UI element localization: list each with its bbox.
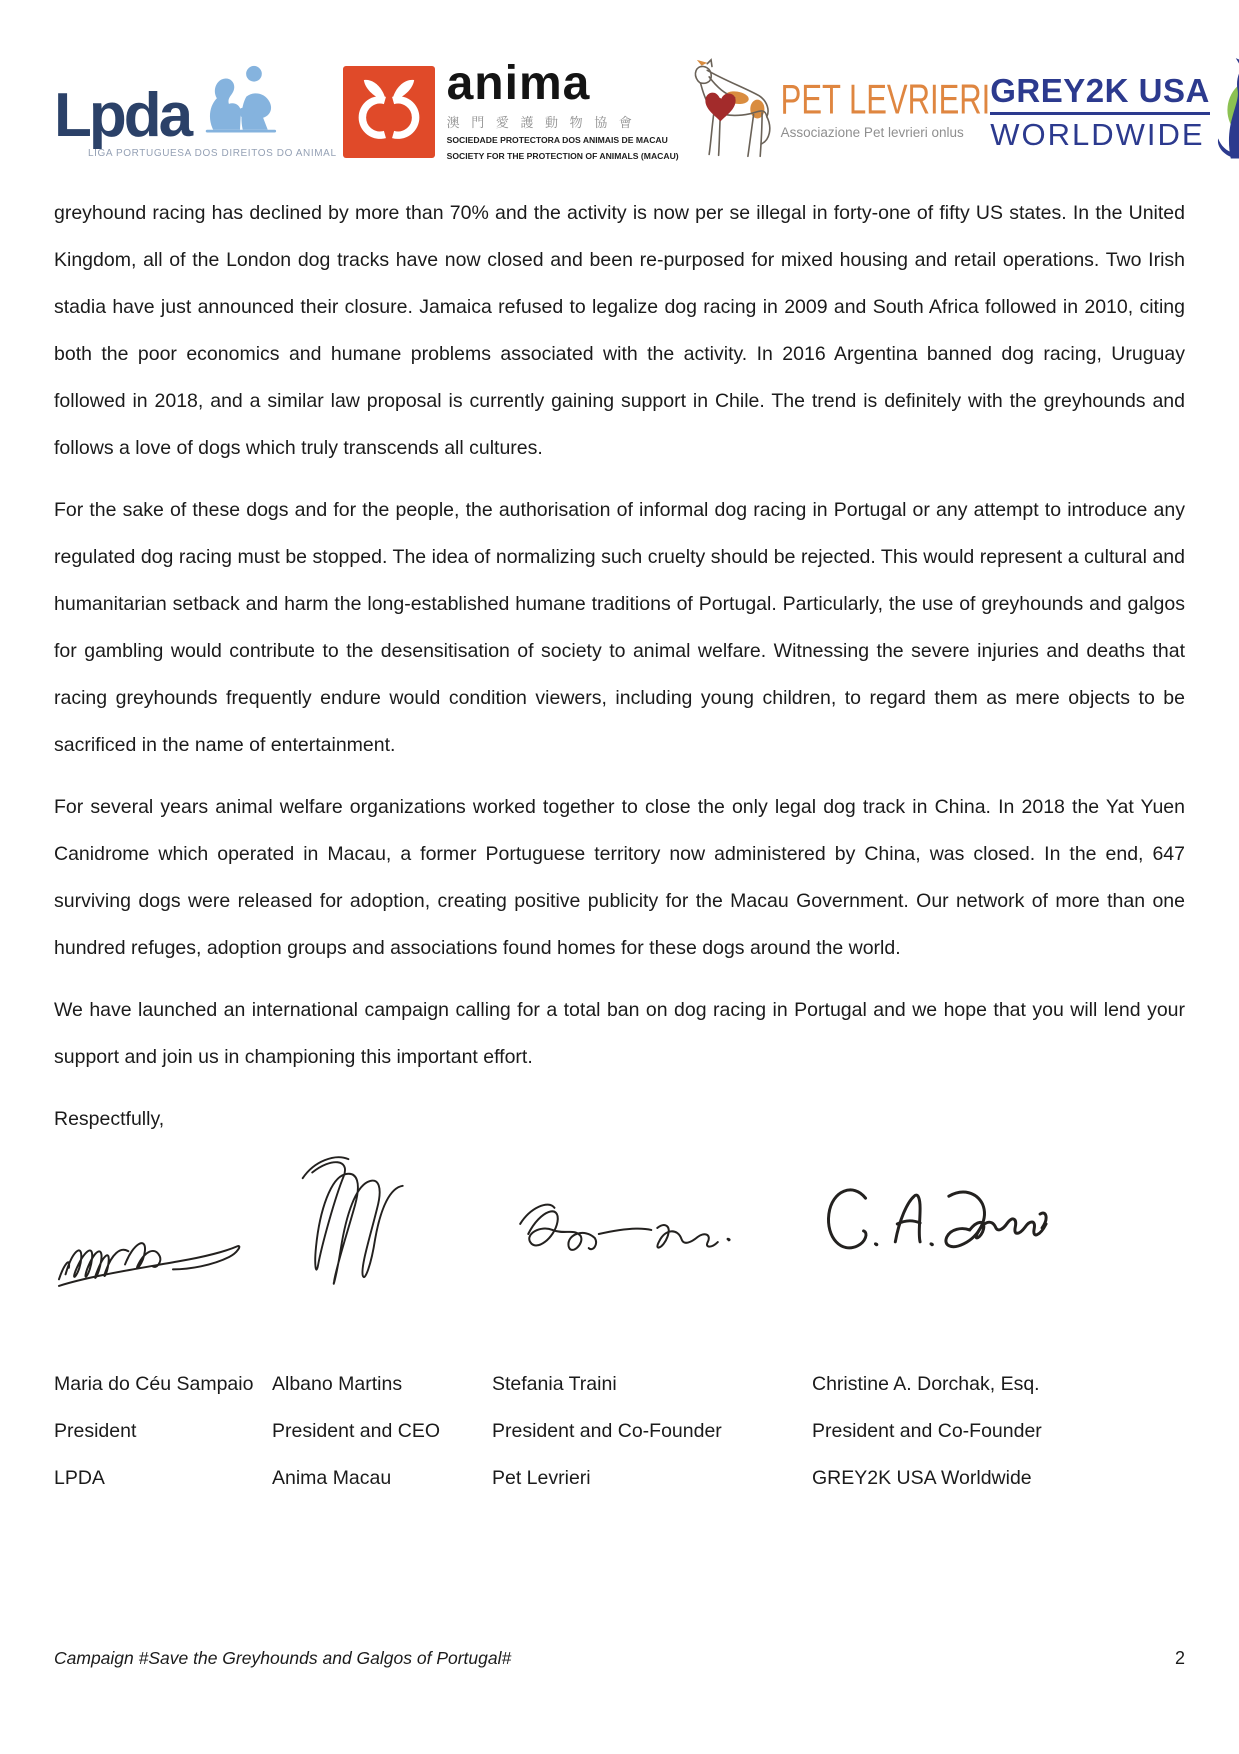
signatures-row (0, 1143, 1239, 1355)
signatory-title: President (54, 1420, 137, 1442)
signature-albano-martins (276, 1147, 438, 1304)
grey2k-dog-globe-icon (1210, 58, 1239, 167)
signatory-pet-levrieri (492, 1361, 812, 1502)
anima-subtitle-pt: SOCIEDADE PROTECTORA DOS ANIMAIS DE MACAU (446, 134, 668, 145)
signatory-title: President and CEO (272, 1420, 441, 1442)
closing-salutation: Respectfully, (54, 1108, 165, 1130)
signatory-org: Pet Levrieri (492, 1467, 591, 1489)
anima-wordmark: anima (446, 57, 591, 111)
signatory-title: President and Co-Founder (812, 1420, 1042, 1442)
anima-emblem (343, 66, 435, 158)
signatory-org: GREY2K USA Worldwide (812, 1467, 1032, 1489)
page-footer (54, 1648, 1185, 1669)
lpda-tagline: LIGA PORTUGUESA DOS DIREITOS DO ANIMAL (88, 148, 337, 159)
lpda-dog-child-icon (198, 65, 282, 144)
signatory-grey2k (812, 1361, 1185, 1502)
logo-header (0, 0, 1239, 168)
lpda-wordmark: Lpda (54, 81, 191, 151)
signature-christine-dorchak (812, 1171, 1050, 1278)
pet-levrieri-wordmark: PET LEVRIERI (780, 75, 991, 124)
footer-campaign-text: Campaign #Save the Greyhounds and Galgos of Portugal# (54, 1648, 512, 1668)
signatory-anima (272, 1361, 492, 1502)
anima-dog-icon (355, 76, 423, 149)
paragraph-2: For the sake of these dogs and for the people, the authorisation of informal dog racing in Portugal or any attempt to introduce any regulated dog racing must be stopped. The idea of normalizing such cruelty should be rejected. This would represent a cultural and humanitarian setback and harm the long-established humane traditions of Portugal. Particularly, the use of greyhounds and galgos for gambling would contribute to the desensitisation of society to animal welfare. Witnessing the severe injuries and deaths that racing greyhounds frequently endure would condition viewers, including young children, to regard them as mere objects to be sacrificed in the name of entertainment. (54, 499, 1185, 756)
lpda-logo (54, 65, 337, 159)
signatory-table (0, 1361, 1239, 1502)
signatory-org: Anima Macau (272, 1467, 392, 1489)
grey2k-wordmark: GREY2K USA (990, 72, 1210, 115)
signatory-name: Albano Martins (272, 1373, 403, 1395)
signatory-name: Christine A. Dorchak, Esq. (812, 1373, 1040, 1395)
anima-chinese-name: 澳 門 愛 護 動 物 協 會 (446, 114, 636, 130)
anima-subtitle-en: SOCIETY FOR THE PROTECTION OF ANIMALS (MACAU) (446, 150, 679, 161)
paragraph-3: For several years animal welfare organizations worked together to close the only legal dog track in China. In 2018 the Yat Yuen Canidrome which operated in Macau, a former Portuguese territory now administered by China, was closed. In the end, 647 surviving dogs were released for adoption, creating positive publicity for the Macau Government. Our network of more than one hundred refuges, adoption groups and associations found homes for these dogs around the world. (54, 796, 1185, 959)
paragraph-1: greyhound racing has declined by more than 70% and the activity is now per se illegal in forty-one of fifty US states. In the United Kingdom, all of the London dog tracks have now closed and been re-purposed for mixed housing and retail operations. Two Irish stadia have just announced their closure. Jamaica refused to legalize dog racing in 2009 and South Africa followed in 2010, citing both the poor economics and humane problems associated with the activity. In 2016 Argentina banned dog racing, Uruguay followed in 2018, and a similar law proposal is currently gaining support in Chile. The trend is definitely with the greyhounds and follows a love of dogs which truly transcends all cultures. (54, 202, 1185, 459)
pet-levrieri-greyhound-icon (679, 58, 779, 167)
letter-body (0, 190, 1239, 1143)
grey2k-worldwide: WORLDWIDE (990, 116, 1205, 152)
grey2k-logo (990, 58, 1239, 167)
signature-maria-sampaio (54, 1201, 244, 1318)
anima-logo (446, 57, 679, 162)
signatory-org: LPDA (54, 1467, 105, 1489)
footer-page-number: 2 (1174, 1648, 1185, 1668)
signatory-name: Stefania Traini (492, 1373, 617, 1395)
signatory-lpda (54, 1361, 272, 1502)
signatory-name: Maria do Céu Sampaio (54, 1373, 254, 1395)
paragraph-4: We have launched an international campaign calling for a total ban on dog racing in Portugal and we hope that you will lend your support and join us in championing this important effort. (54, 999, 1185, 1068)
signature-stefania-traini (500, 1189, 742, 1286)
pet-levrieri-tagline: Associazione Pet levrieri onlus (780, 125, 964, 140)
signatory-title: President and Co-Founder (492, 1420, 722, 1442)
pet-levrieri-logo (679, 58, 991, 167)
